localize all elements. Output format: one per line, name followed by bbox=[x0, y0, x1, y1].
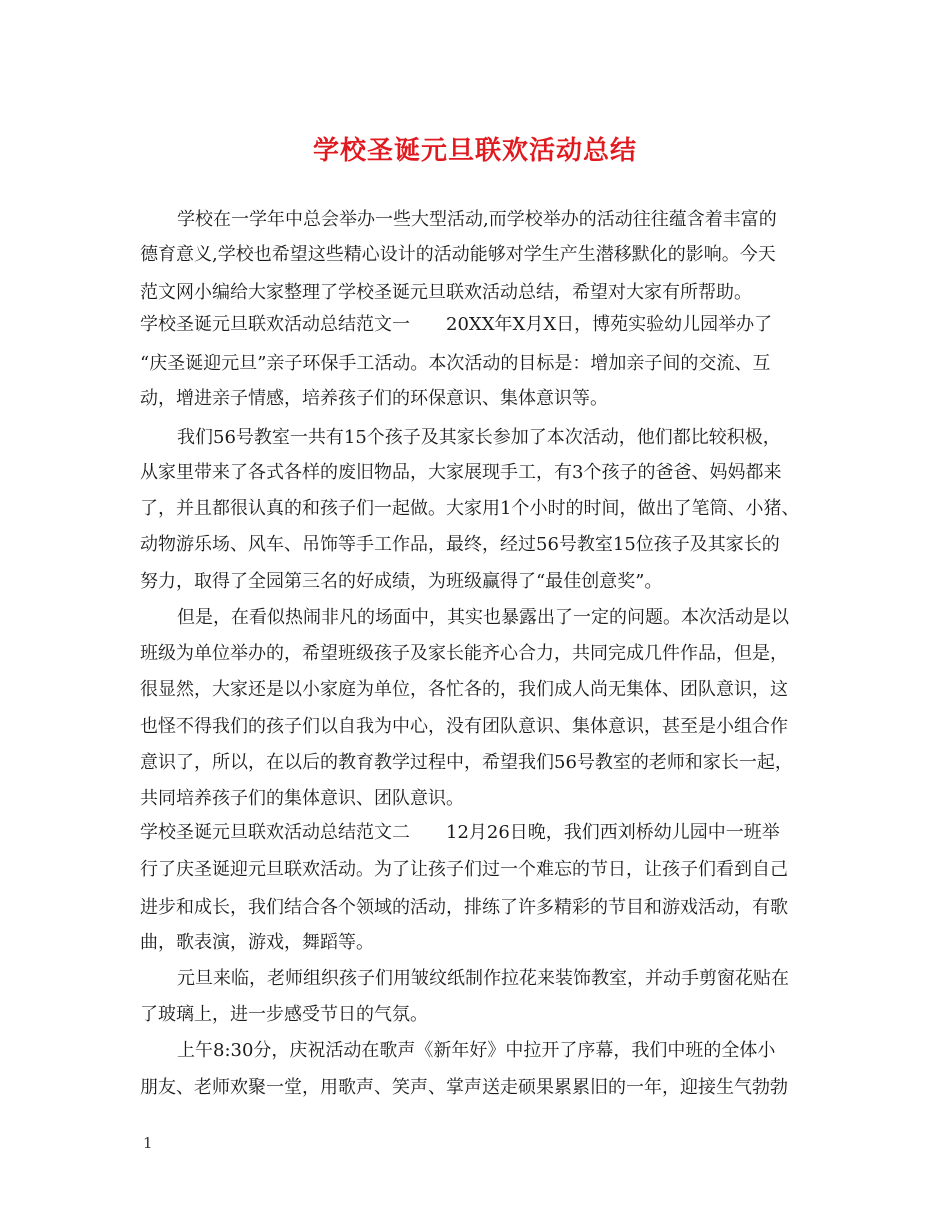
text-line: 范文网小编给大家整理了学校圣诞元旦联欢活动总结，希望对大家有所帮助。 bbox=[140, 282, 752, 303]
text-line: 上午8:30分，庆祝活动在歌声《新年好》中拉开了序幕，我们中班的全体小 bbox=[177, 1040, 776, 1061]
text-line: 德育意义,学校也希望这些精心设计的活动能够对学生产生潜移默化的影响。今天 bbox=[140, 244, 776, 265]
document-title: 学校圣诞元旦联欢活动总结 bbox=[312, 136, 637, 166]
text-line: 行了庆圣诞迎元旦联欢活动。为了让孩子们过一个难忘的节日，让孩子们看到自己 bbox=[140, 859, 788, 880]
page-number: 1 bbox=[143, 1134, 153, 1152]
text-line: 学校圣诞元旦联欢活动总结范文一 20XX年X月X日，博苑实验幼儿园举办了 bbox=[140, 314, 773, 335]
text-line: 进步和成长，我们结合各个领域的活动，排练了许多精彩的节目和游戏活动，有歌 bbox=[140, 897, 788, 918]
text-line: 共同培养孩子们的集体意识、团队意识。 bbox=[140, 788, 464, 809]
text-line: 学校圣诞元旦联欢活动总结范文二 12月26日晚，我们西刘桥幼儿园中一班举 bbox=[140, 822, 780, 843]
text-line: 了，并且都很认真的和孩子们一起做。大家用1个小时的时间，做出了笔筒、小猪、 bbox=[140, 498, 800, 519]
text-line: 学校在一学年中总会举办一些大型活动,而学校举办的活动往往蕴含着丰富的 bbox=[177, 209, 777, 230]
text-line: 动物游乐场、风车、吊饰等手工作品，最终，经过56号教室15位孩子及其家长的 bbox=[140, 534, 780, 555]
text-line: 元旦来临，老师组织孩子们用皱纹纸制作拉花来装饰教室，并动手剪窗花贴在 bbox=[177, 968, 789, 989]
text-line: 了玻璃上，进一步感受节日的气氛。 bbox=[140, 1004, 428, 1025]
text-line: 动，增进亲子情感，培养孩子们的环保意识、集体意识等。 bbox=[140, 388, 608, 409]
text-line: 努力，取得了全园第三名的好成绩，为班级赢得了“最佳创意奖”。 bbox=[140, 571, 663, 592]
text-line: 很显然，大家还是以小家庭为单位，各忙各的，我们成人尚无集体、团队意识，这 bbox=[140, 679, 788, 700]
text-line: 意识了，所以，在以后的教育教学过程中，希望我们56号教室的老师和家长一起， bbox=[140, 752, 793, 773]
text-line: 从家里带来了各式各样的废旧物品，大家展现手工，有3个孩子的爸爸、妈妈都来 bbox=[140, 462, 782, 483]
text-line: “庆圣诞迎元旦”亲子环保手工活动。本次活动的目标是：增加亲子间的交流、互 bbox=[140, 353, 771, 374]
text-line: 班级为单位举办的，希望班级孩子及家长能齐心合力，共同完成几件作品，但是， bbox=[140, 643, 788, 664]
text-line: 也怪不得我们的孩子们以自我为中心，没有团队意识、集体意识，甚至是小组合作 bbox=[140, 716, 788, 737]
text-line: 但是，在看似热闹非凡的场面中，其实也暴露出了一定的问题。本次活动是以 bbox=[177, 607, 789, 628]
text-line: 朋友、老师欢聚一堂，用歌声、笑声、掌声送走硕果累累旧的一年，迎接生气勃勃 bbox=[140, 1077, 788, 1098]
text-line: 曲，歌表演，游戏，舞蹈等。 bbox=[140, 932, 374, 953]
text-line: 我们56号教室一共有15个孩子及其家长参加了本次活动，他们都比较积极， bbox=[177, 427, 781, 448]
